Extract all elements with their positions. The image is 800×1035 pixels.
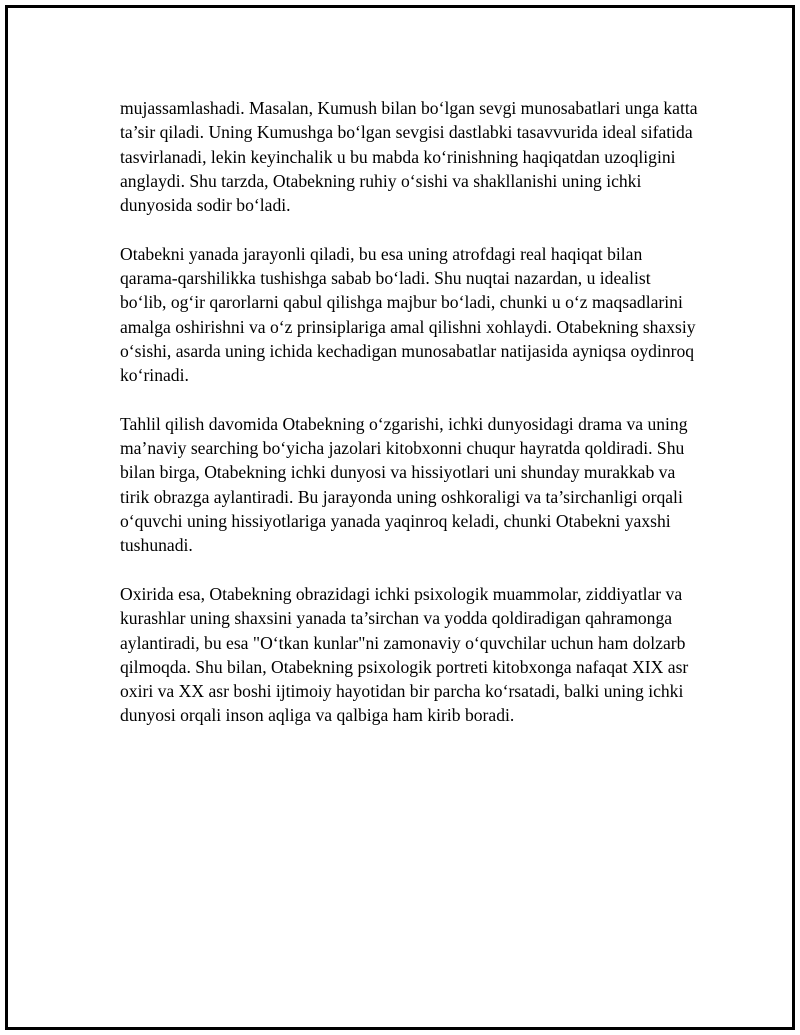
- paragraph-1: mujassamlashadi. Masalan, Kumush bilan bo‘lgan sevgi munosabatlari unga katta ta’sir qiladi. Uning Kumushga bo‘lgan sevgisi dastlabki tasavvurida ideal sifatida tasvirlanadi, lekin keyinchalik u bu mabda ko‘rinishning haqiqatdan uzoqligini anglaydi. Shu tarzda, Otabekning ruhiy o‘sishi va shakllanishi uning ichki dunyosida sodir bo‘ladi.: [120, 98, 698, 216]
- paragraph-4: Oxirida esa, Otabekning obrazidagi ichki psixologik muammolar, ziddiyatlar va kurashlar uning shaxsini yanada ta’sirchan va yodda qoldiradigan qahramonga aylantiradi, bu esa "O‘tkan kunlar"ni zamonaviy o‘quvchilar uchun ham dolzarb qilmoqda. Shu bilan, Otabekning psixologik portreti kitobxonga nafaqat XIX asr oxiri va XX asr boshi ijtimoiy hayotidan bir parcha ko‘rsatadi, balki uning ichki dunyosi orqali inson aqliga va qalbiga ham kirib boradi.: [120, 583, 689, 726]
- paragraph-2: Otabekni yanada jarayonli qiladi, bu esa uning atrofdagi real haqiqat bilan qarama-qarshilikka tushishga sabab bo‘ladi. Shu nuqtai nazardan, u idealist bo‘lib, og‘ir qarorlarni qabul qilishga majbur bo‘ladi, chunki u o‘z maqsadlarini amalga oshirishni va o‘z prinsiplariga amal qilishni xohlaydi. Otabekning shaxsiy o‘sishi, asarda uning ichida kechadigan munosabatlar natijasida ayniqsa oydinroq ko‘rinadi.: [120, 243, 696, 386]
- document-body: [120, 96, 700, 728]
- paragraph-3: Tahlil qilish davomida Otabekning o‘zgarishi, ichki dunyosidagi drama va uning ma’naviy searching bo‘yicha jazolari kitobxonni chuqur hayratda qoldiradi. Shu bilan birga, Otabekning ichki dunyosi va hissiyotlari uni shunday murakkab va tirik obrazga aylantiradi. Bu jarayonda uning oshkoraligi va ta’sirchanligi orqali o‘quvchi uning hissiyotlariga yanada yaqinroq keladi, chunki Otabekni yaxshi tushunadi.: [120, 413, 688, 556]
- page-frame: [5, 5, 795, 1030]
